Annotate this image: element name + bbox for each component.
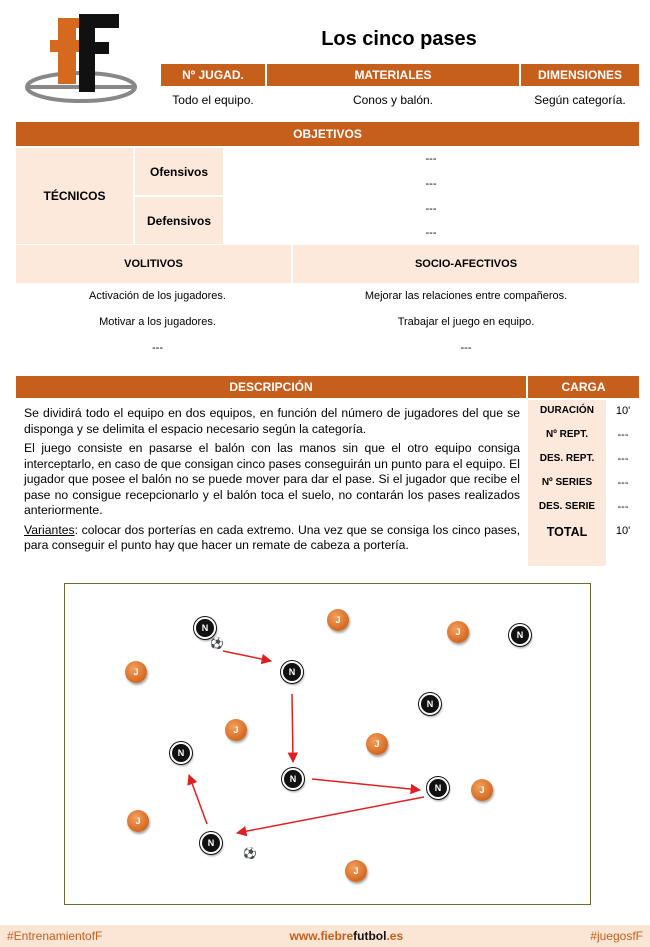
header-num-jugadores: Nº JUGAD. — [161, 64, 265, 86]
header-dimensiones: DIMENSIONES — [521, 64, 639, 86]
description-paragraph-2: El juego consiste en pasarse el balón con las manos sin que el otro equipo consiga interceptarlo, en caso de que consigan cinco pases conseguirán un punto para el equipo. El jugador que posee el balón no se puede mover para dar el pase. Si el jugador que recibe el pase no consigue recepcionarlo y el balón toca el suelo, no contarán los pases realizados anteriormente. — [24, 441, 520, 517]
player-n: N — [170, 742, 192, 764]
volitivos-value-3: --- — [152, 342, 163, 354]
socio-value-1: Mejorar las relaciones entre compañeros. — [364, 290, 568, 302]
value-dimensiones: Según categoría. — [534, 93, 626, 107]
player-j: J — [345, 860, 367, 882]
player-n: N — [200, 832, 222, 854]
carga-value-des-rept: --- — [617, 453, 629, 465]
pass-arrow-5 — [189, 775, 207, 824]
description-paragraph-1: Se dividirá todo el equipo en dos equipos, en función del número de jugadores del que se disponga y se delimita el espacio necesario según la categoría. — [24, 406, 520, 436]
soccer-ball-icon: ⚽ — [243, 848, 257, 860]
player-n: N — [194, 617, 216, 639]
variantes-label: Variantes — [24, 522, 75, 537]
ofensivos-value-2: --- — [425, 178, 437, 190]
page-title: Los cinco pases — [321, 28, 477, 50]
volitivos-value-1: Activación de los jugadores. — [89, 290, 226, 302]
footer-hashtag-juegos: #juegosfF — [590, 929, 643, 943]
player-n: N — [281, 661, 303, 683]
player-j: J — [225, 719, 247, 741]
carga-label-des-serie: DES. SERIE — [538, 501, 596, 512]
volitivos-value-2: Motivar a los jugadores. — [99, 316, 216, 328]
player-n: N — [419, 693, 441, 715]
carga-label-duracion: DURACIÓN — [540, 405, 594, 416]
label-ofensivos: Ofensivos — [135, 148, 223, 195]
socio-value-3: --- — [460, 342, 472, 354]
carga-label-total: TOTAL — [546, 525, 588, 539]
carga-value-des-serie: --- — [617, 501, 629, 513]
player-n: N — [427, 777, 449, 799]
pass-arrow-2 — [292, 694, 293, 762]
carga-label-num-rept: Nº REPT. — [546, 429, 588, 440]
footer — [0, 925, 650, 947]
header-carga: CARGA — [528, 376, 639, 398]
carga-label-des-rept: DES. REPT. — [539, 453, 595, 464]
player-j: J — [125, 661, 147, 683]
player-j: J — [366, 733, 388, 755]
ofensivos-value-1: --- — [425, 153, 437, 165]
header-objetivos: OBJETIVOS — [16, 122, 639, 146]
player-n: N — [509, 624, 531, 646]
soccer-ball-icon: ⚽ — [210, 638, 224, 650]
label-tecnicos: TÉCNICOS — [16, 148, 133, 244]
label-volitivos: VOLITIVOS — [16, 245, 291, 283]
footer-hashtag-entrenamiento: #EntrenamientofF — [7, 929, 103, 943]
player-j: J — [327, 609, 349, 631]
carga-value-total: 10' — [615, 525, 631, 537]
carga-label-num-series: Nº SERIES — [541, 477, 593, 488]
socio-value-2: Trabajar el juego en equipo. — [397, 316, 535, 328]
label-defensivos: Defensivos — [135, 197, 223, 244]
pass-arrow-1 — [223, 651, 271, 661]
defensivos-value-1: --- — [425, 203, 437, 215]
footer-website-part: futbol — [353, 929, 387, 943]
value-materiales: Conos y balón. — [352, 93, 434, 107]
footer-website-part: www.fiebre — [289, 929, 354, 943]
pass-arrow-4 — [237, 797, 424, 833]
player-j: J — [447, 621, 469, 643]
variantes-text: : colocar dos porterías en cada extremo. Una vez que se consiga los cinco pases, para conseguir el punto hay que hacer un remate de cabeza a portería. — [24, 522, 520, 552]
header-materiales: MATERIALES — [267, 64, 519, 86]
value-num-jugadores: Todo el equipo. — [172, 93, 254, 107]
player-j: J — [471, 779, 493, 801]
carga-value-num-rept: --- — [617, 429, 629, 441]
header-descripcion: DESCRIPCIÓN — [16, 376, 526, 398]
footer-website-part: .es — [386, 929, 404, 943]
defensivos-value-2: --- — [425, 227, 437, 239]
carga-value-num-series: --- — [617, 477, 629, 489]
footer-website[interactable] — [290, 929, 404, 943]
player-n: N — [282, 768, 304, 790]
pass-arrow-3 — [312, 779, 420, 790]
label-socio-afectivos: SOCIO-AFECTIVOS — [293, 245, 639, 283]
carga-value-duracion: 10' — [615, 405, 631, 417]
player-j: J — [127, 810, 149, 832]
